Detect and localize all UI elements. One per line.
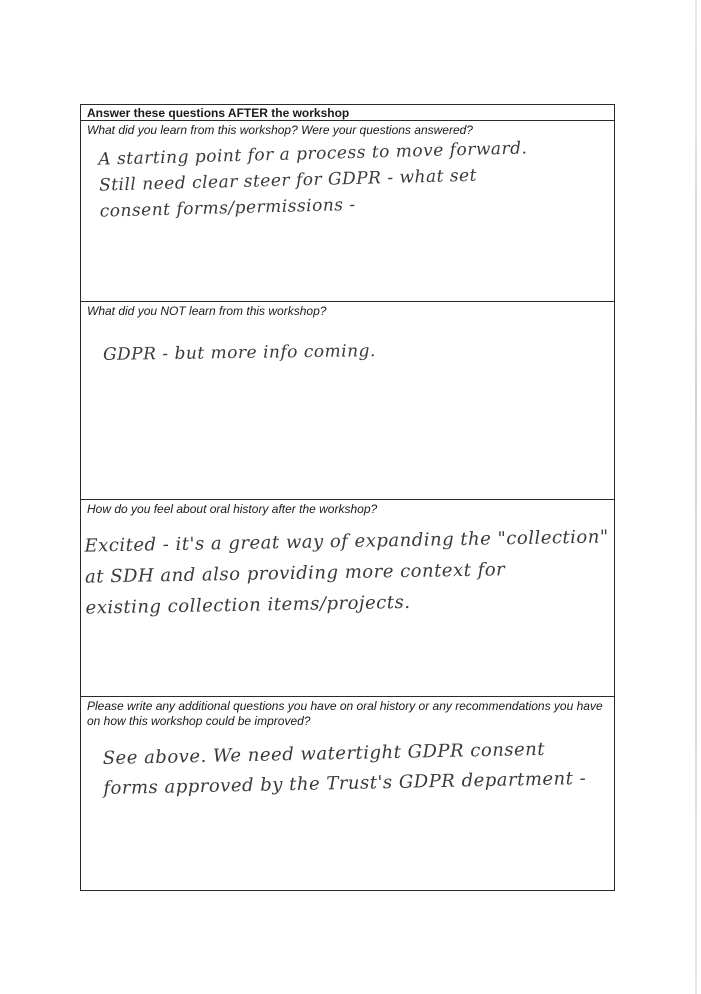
question-additional: Please write any additional questions you have on oral history or any recommendations you have on how this workshop could be improved? xyxy=(87,699,603,728)
answer-line: Still need clear steer for GDPR - what set xyxy=(98,165,478,196)
answer-line: existing collection items/projects. xyxy=(85,591,411,619)
question-section-feelings xyxy=(81,500,614,697)
form-header: Answer these questions AFTER the workshop xyxy=(81,105,614,121)
answer-line: forms approved by the Trust's GDPR department - xyxy=(103,767,587,800)
question-learned: What did you learn from this workshop? Were your questions answered? xyxy=(87,123,473,137)
handwritten-answer-learned xyxy=(98,135,529,224)
answer-line: Excited - it's a great way of expanding the "collection" xyxy=(84,526,609,557)
answer-line: GDPR - but more info coming. xyxy=(102,341,377,365)
question-not-learned: What did you NOT learn from this workshop? xyxy=(87,304,327,318)
feedback-form xyxy=(80,104,615,891)
question-section-not-learned xyxy=(81,302,614,500)
answer-line: A starting point for a process to move forward. xyxy=(98,138,528,170)
question-section-learned xyxy=(81,121,614,302)
question-feelings: How do you feel about oral history after the workshop? xyxy=(87,502,378,516)
answer-line: at SDH and also providing more context for xyxy=(84,559,506,588)
handwritten-answer-additional xyxy=(102,734,586,804)
handwritten-answer-not-learned xyxy=(103,338,376,368)
handwritten-answer-feelings xyxy=(84,521,610,623)
answer-line: consent forms/permissions - xyxy=(99,194,356,222)
scan-edge xyxy=(695,0,697,994)
answer-line: See above. We need watertight GDPR consent xyxy=(102,738,546,770)
question-section-additional xyxy=(81,697,614,891)
